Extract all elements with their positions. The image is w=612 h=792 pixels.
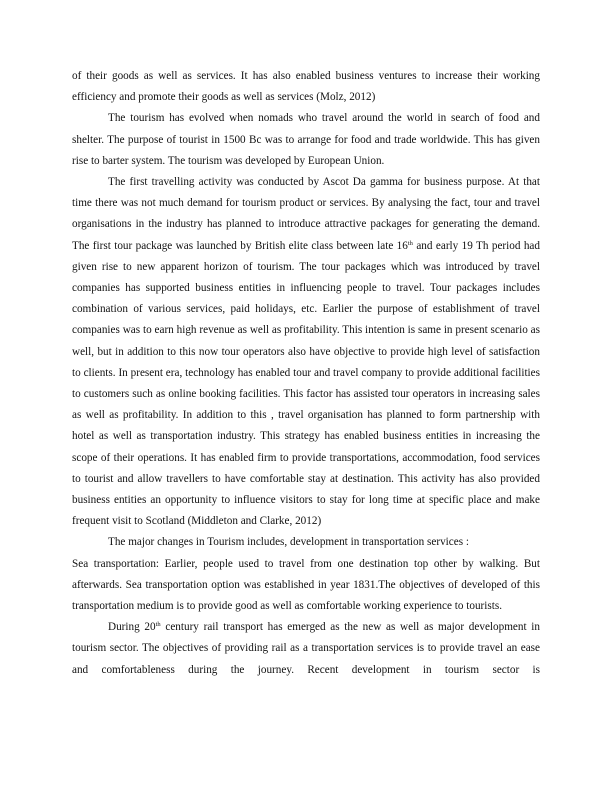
paragraph-text-part: and early 19 Th period had given rise to new apparent horizon of tourism. The tour packages which was introduced by travel companies has supported business entities in influencing people to travel. Tour packages includes combination of various services, paid holidays, etc. Earlier the purpose of establishment of travel companies was to earn high revenue as well as profitability. This intention is same in present scenario as well, but in addition to this now tour operators also have objective to provide high level of satisfaction to clients. In present era, technology has enabled tour and travel company to provide additional facilities to customers such as online booking facilities. This factor has assisted tour operators in increasing sales as well as profitability. In addition to this , travel organisation has planned to form partnership with hotel as well as transportation industry. This strategy has enabled business entities in increasing the scope of their operations. It has enabled firm to provide transportations, accommodation, food services to tourist and allow travellers to have comfortable stay at destination. This activity has also provided business entities an opportunity to influence visitors to stay for long time at specific place and make frequent visit to Scotland (Middleton and Clarke, 2012) [72,239,540,528]
paragraph-continuation: of their goods as well as services. It has also enabled business ventures to increase their working efficiency and promote their goods as well as services (Molz, 2012) [72,70,540,104]
paragraph-rail-transport [72,617,540,681]
paragraph-major-changes: The major changes in Tourism includes, development in transportation services : [108,536,469,549]
body-text [72,66,540,681]
paragraph-first-travelling-activity [72,172,540,532]
paragraph-text-part: The first travelling activity was conducted by Ascot Da gamma for business purpose. At that time there was not much demand for tourism product or services. By analysing the fact, tour and travel organisations in the industry has planned to introduce attractive packages for generating the demand. The first tour package was launched by British elite class between late 16 [72,176,540,252]
paragraph-text-part: century rail transport has emerged as the new as well as major development in tourism sector. The objectives of providing rail as a transportation services is to provide travel an ease and comfortableness during the journey. Recent development in tourism sector is [72,621,540,676]
superscript-ordinal: th [155,621,161,629]
paragraph-text-part: During 20 [108,621,156,634]
superscript-ordinal: th [407,239,413,247]
paragraph-tourism-evolution: The tourism has evolved when nomads who travel around the world in search of food and shelter. The purpose of tourist in 1500 Bc was to arrange for food and trade worldwide. This has given rise to barter system. The tourism was developed by European Union. [72,112,540,167]
paragraph-sea-transportation: Sea transportation: Earlier, people used to travel from one destination top other by walking. But afterwards. Sea transportation option was established in year 1831.The objectives of developed of this transportation medium is to provide good as well as comfortable working experience to tourists. [72,557,540,613]
